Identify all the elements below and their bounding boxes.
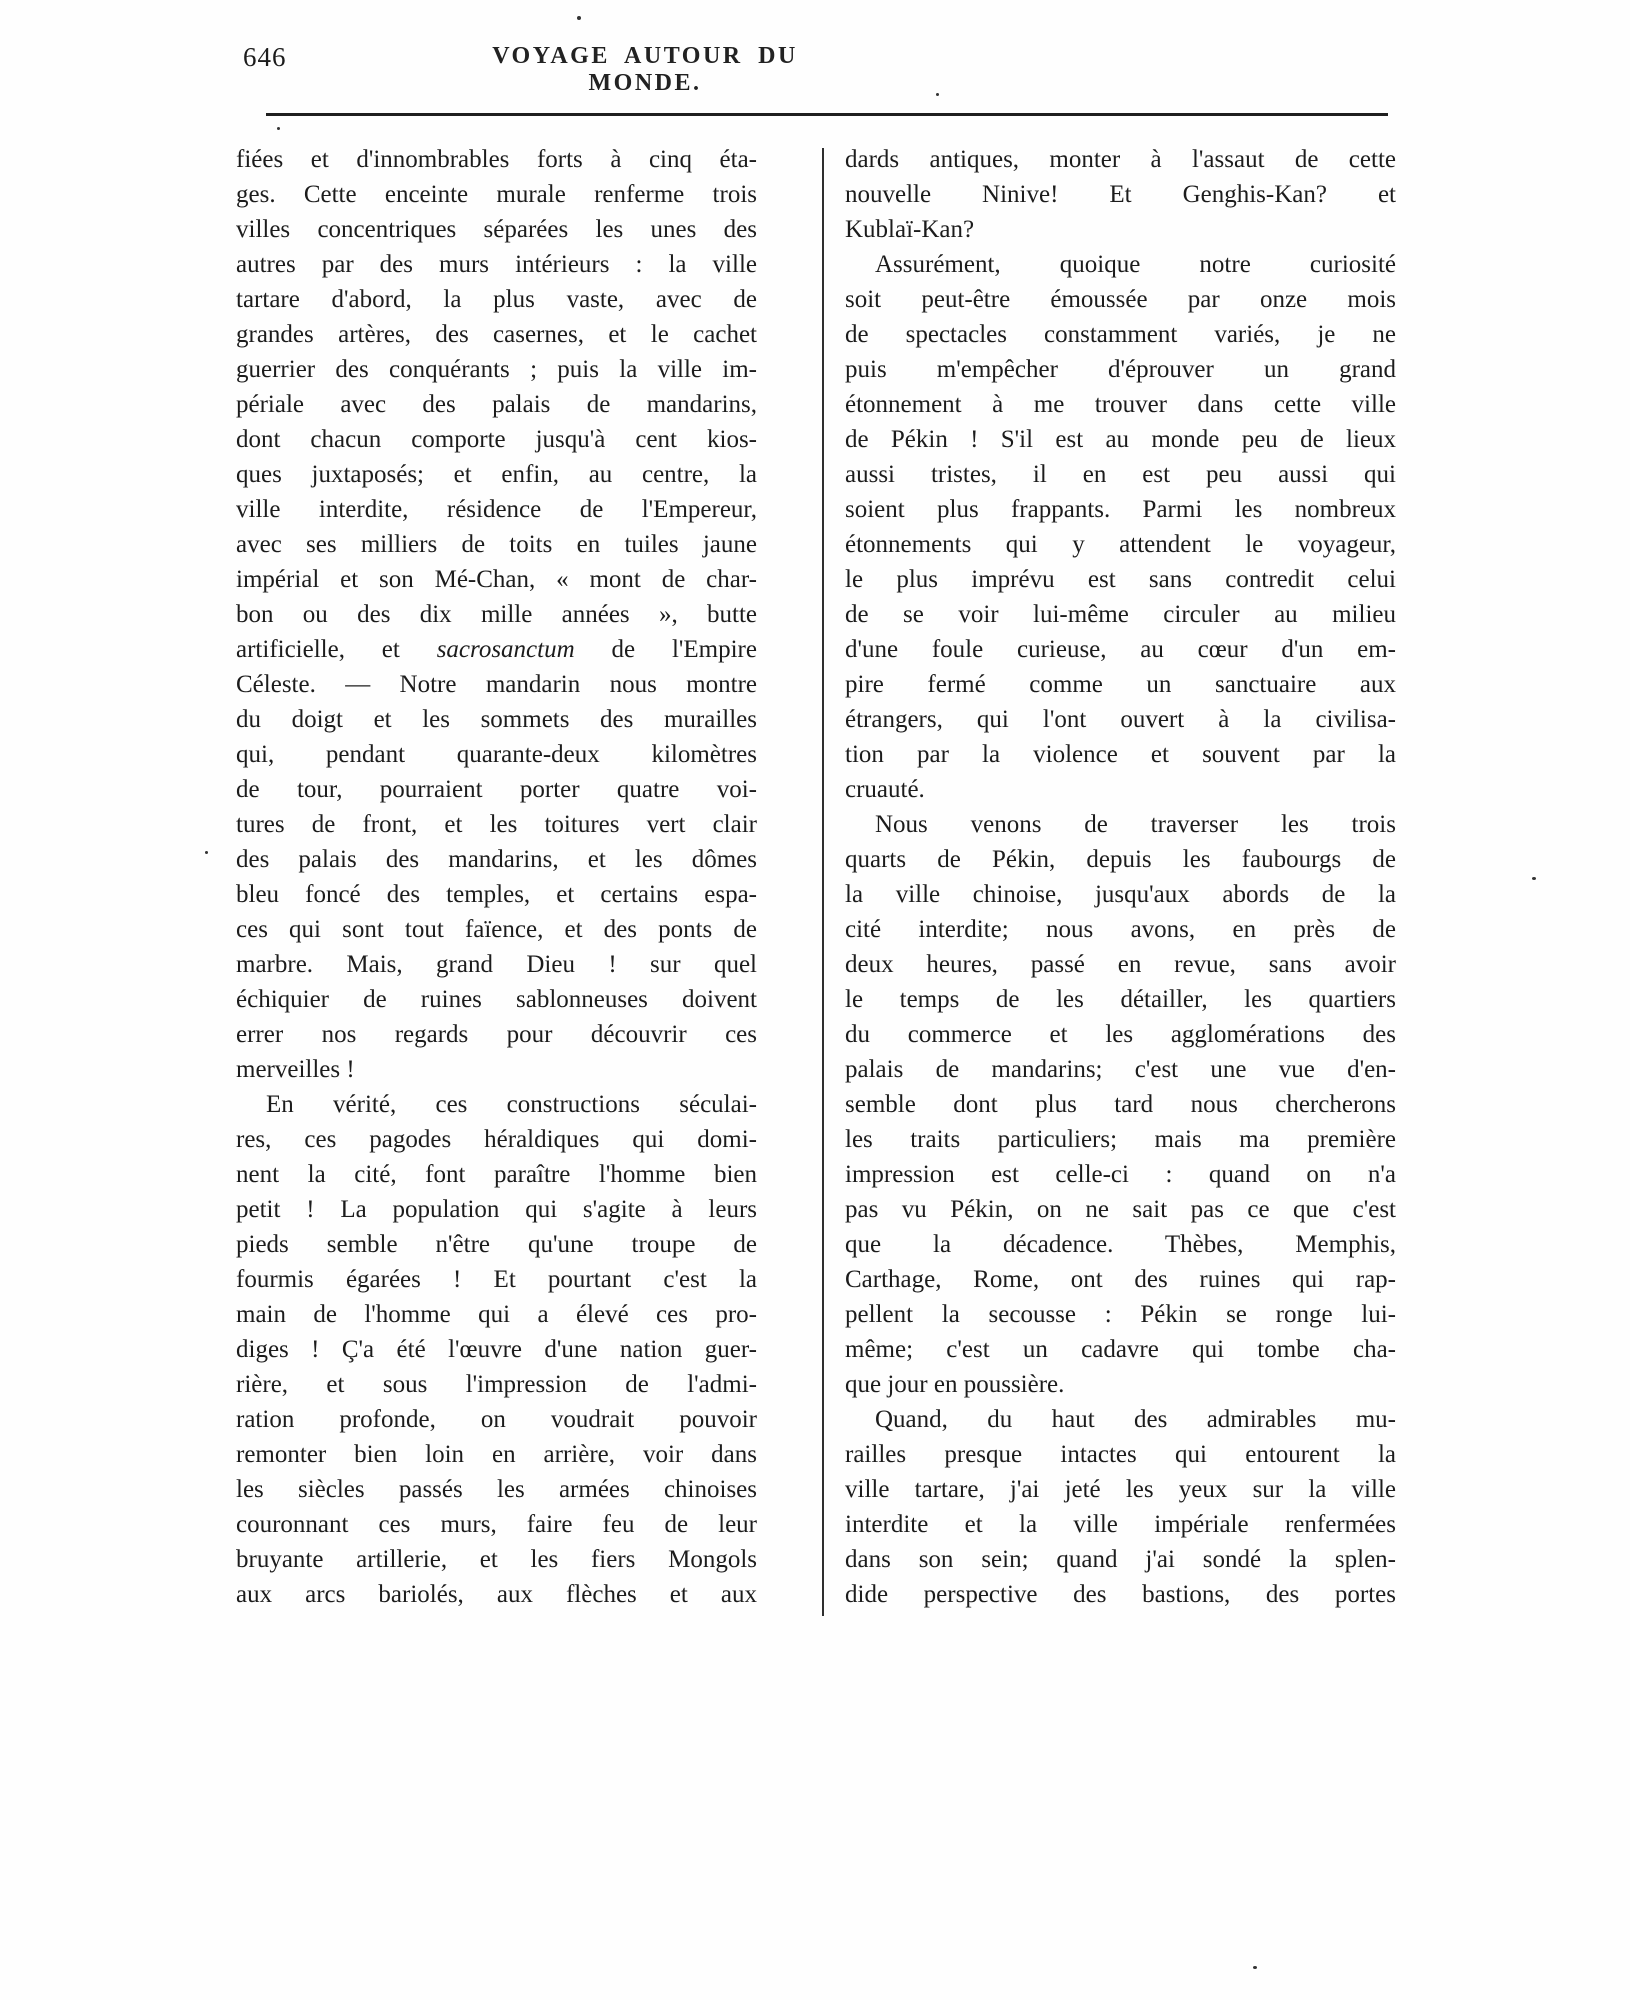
text-line: villes concentriques séparées les unes des bbox=[236, 216, 757, 243]
running-title: VOYAGE AUTOUR DU MONDE. bbox=[492, 43, 798, 96]
text-line: Carthage, Rome, ont des ruines qui rap- bbox=[845, 1266, 1396, 1293]
text-line: Nous venons de traverser les trois bbox=[875, 811, 1396, 838]
text-line: cité interdite; nous avons, en près de bbox=[845, 916, 1396, 943]
right-column bbox=[845, 142, 1396, 1612]
text-line: ges. Cette enceinte murale renferme trois bbox=[236, 181, 757, 208]
text-line: les siècles passés les armées chinoises bbox=[236, 1476, 757, 1503]
text-line: de se voir lui-même circuler au milieu bbox=[845, 601, 1396, 628]
text-line: ville interdite, résidence de l'Empereur, bbox=[236, 496, 757, 523]
text-line: couronnant ces murs, faire feu de leur bbox=[236, 1511, 757, 1538]
text-line: bruyante artillerie, et les fiers Mongols bbox=[236, 1546, 757, 1573]
text-line: Céleste. — Notre mandarin nous montre bbox=[236, 671, 757, 698]
text-line: soit peut-être émoussée par onze mois bbox=[845, 286, 1396, 313]
text-line: impression est celle-ci : quand on n'a bbox=[845, 1161, 1396, 1188]
text-line: Assurément, quoique notre curiosité bbox=[875, 251, 1396, 278]
text-line: aussi tristes, il en est peu aussi qui bbox=[845, 461, 1396, 488]
text-line: que jour en poussière. bbox=[845, 1371, 1065, 1398]
text-line: pas vu Pékin, on ne sait pas ce que c'est bbox=[845, 1196, 1396, 1223]
text-line: puis m'empêcher d'éprouver un grand bbox=[845, 356, 1396, 383]
text-line: main de l'homme qui a élevé ces pro- bbox=[236, 1301, 757, 1328]
text-line: marbre. Mais, grand Dieu ! sur quel bbox=[236, 951, 757, 978]
text-line: pieds semble n'être qu'une troupe de bbox=[236, 1231, 757, 1258]
text-line: res, ces pagodes héraldiques qui domi- bbox=[236, 1126, 757, 1153]
text-line: railles presque intactes qui entourent la bbox=[845, 1441, 1396, 1468]
text-line: dans son sein; quand j'ai sondé la splen- bbox=[845, 1546, 1396, 1573]
text-line: du doigt et les sommets des murailles bbox=[236, 706, 757, 733]
text-line: dards antiques, monter à l'assaut de cette bbox=[845, 146, 1396, 173]
text-line: étonnement à me trouver dans cette ville bbox=[845, 391, 1396, 418]
text-line: aux arcs bariolés, aux flèches et aux bbox=[236, 1581, 757, 1608]
text-line: remonter bien loin en arrière, voir dans bbox=[236, 1441, 757, 1468]
text-line: pire fermé comme un sanctuaire aux bbox=[845, 671, 1396, 698]
text-line: même; c'est un cadavre qui tombe cha- bbox=[845, 1336, 1396, 1363]
text-line: fiées et d'innombrables forts à cinq éta- bbox=[236, 146, 757, 173]
page-number: 646 bbox=[243, 42, 287, 72]
text-line: cruauté. bbox=[845, 776, 925, 803]
text-line: soient plus frappants. Parmi les nombreux bbox=[845, 496, 1396, 523]
scan-speck bbox=[205, 851, 208, 854]
text-line: ville tartare, j'ai jeté les yeux sur la ville bbox=[845, 1476, 1396, 1503]
text-line: guerrier des conquérants ; puis la ville im- bbox=[236, 356, 757, 383]
text-line: le plus imprévu est sans contredit celui bbox=[845, 566, 1396, 593]
scan-speck bbox=[936, 93, 939, 96]
scan-speck bbox=[1532, 877, 1536, 880]
text-line: tartare d'abord, la plus vaste, avec de bbox=[236, 286, 757, 313]
text-line: grandes artères, des casernes, et le cachet bbox=[236, 321, 757, 348]
text-line: étrangers, qui l'ont ouvert à la civilisa- bbox=[845, 706, 1396, 733]
left-column bbox=[236, 142, 757, 1612]
text-line: semble dont plus tard nous chercherons bbox=[845, 1091, 1396, 1118]
text-line: périale avec des palais de mandarins, bbox=[236, 391, 757, 418]
text-line: Quand, du haut des admirables mu- bbox=[875, 1406, 1396, 1433]
text-line: quarts de Pékin, depuis les faubourgs de bbox=[845, 846, 1396, 873]
text-line: fourmis égarées ! Et pourtant c'est la bbox=[236, 1266, 757, 1293]
text-line: de Pékin ! S'il est au monde peu de lieux bbox=[845, 426, 1396, 453]
text-line: bleu foncé des temples, et certains espa- bbox=[236, 881, 757, 908]
text-line: le temps de les détailler, les quartiers bbox=[845, 986, 1396, 1013]
text-line: tures de front, et les toitures vert clair bbox=[236, 811, 757, 838]
text-line: la ville chinoise, jusqu'aux abords de la bbox=[845, 881, 1396, 908]
text-line: dide perspective des bastions, des portes bbox=[845, 1581, 1396, 1608]
text-line: dont chacun comporte jusqu'à cent kios- bbox=[236, 426, 757, 453]
text-line: de spectacles constamment variés, je ne bbox=[845, 321, 1396, 348]
text-line: du commerce et les agglomérations des bbox=[845, 1021, 1396, 1048]
text-line: des palais des mandarins, et les dômes bbox=[236, 846, 757, 873]
scan-speck bbox=[1253, 1966, 1257, 1969]
text-line: En vérité, ces constructions séculai- bbox=[266, 1091, 757, 1118]
text-line: errer nos regards pour découvrir ces bbox=[236, 1021, 757, 1048]
text-line: échiquier de ruines sablonneuses doivent bbox=[236, 986, 757, 1013]
text-line: qui, pendant quarante-deux kilomètres bbox=[236, 741, 757, 768]
text-line: ques juxtaposés; et enfin, au centre, la bbox=[236, 461, 757, 488]
text-line: bon ou des dix mille années », butte bbox=[236, 601, 757, 628]
text-line: pellent la secousse : Pékin se ronge lui- bbox=[845, 1301, 1396, 1328]
text-line: autres par des murs intérieurs : la ville bbox=[236, 251, 757, 278]
text-line: d'une foule curieuse, au cœur d'un em- bbox=[845, 636, 1396, 663]
text-line: artificielle, et sacrosanctum de l'Empire bbox=[236, 636, 757, 663]
text-line: diges ! Ç'a été l'œuvre d'une nation guer- bbox=[236, 1336, 757, 1363]
header-rule bbox=[266, 113, 1388, 116]
text-line: rière, et sous l'impression de l'admi- bbox=[236, 1371, 757, 1398]
scan-speck bbox=[577, 16, 581, 20]
text-line: palais de mandarins; c'est une vue d'en- bbox=[845, 1056, 1396, 1083]
text-line: étonnements qui y attendent le voyageur, bbox=[845, 531, 1396, 558]
text-line: les traits particuliers; mais ma première bbox=[845, 1126, 1396, 1153]
text-line: interdite et la ville impériale renfermées bbox=[845, 1511, 1396, 1538]
text-line: avec ses milliers de toits en tuiles jaune bbox=[236, 531, 757, 558]
text-line: merveilles ! bbox=[236, 1056, 355, 1083]
scan-speck bbox=[277, 127, 280, 130]
column-divider bbox=[822, 148, 824, 1616]
text-line: petit ! La population qui s'agite à leurs bbox=[236, 1196, 757, 1223]
text-line: ration profonde, on voudrait pouvoir bbox=[236, 1406, 757, 1433]
text-line: que la décadence. Thèbes, Memphis, bbox=[845, 1231, 1396, 1258]
text-line: Kublaï-Kan? bbox=[845, 216, 975, 243]
text-line: impérial et son Mé-Chan, « mont de char- bbox=[236, 566, 757, 593]
text-line: ces qui sont tout faïence, et des ponts de bbox=[236, 916, 757, 943]
text-line: deux heures, passé en revue, sans avoir bbox=[845, 951, 1396, 978]
text-line: nouvelle Ninive! Et Genghis-Kan? et bbox=[845, 181, 1396, 208]
text-line: tion par la violence et souvent par la bbox=[845, 741, 1396, 768]
text-line: nent la cité, font paraître l'homme bien bbox=[236, 1161, 757, 1188]
text-line: de tour, pourraient porter quatre voi- bbox=[236, 776, 757, 803]
